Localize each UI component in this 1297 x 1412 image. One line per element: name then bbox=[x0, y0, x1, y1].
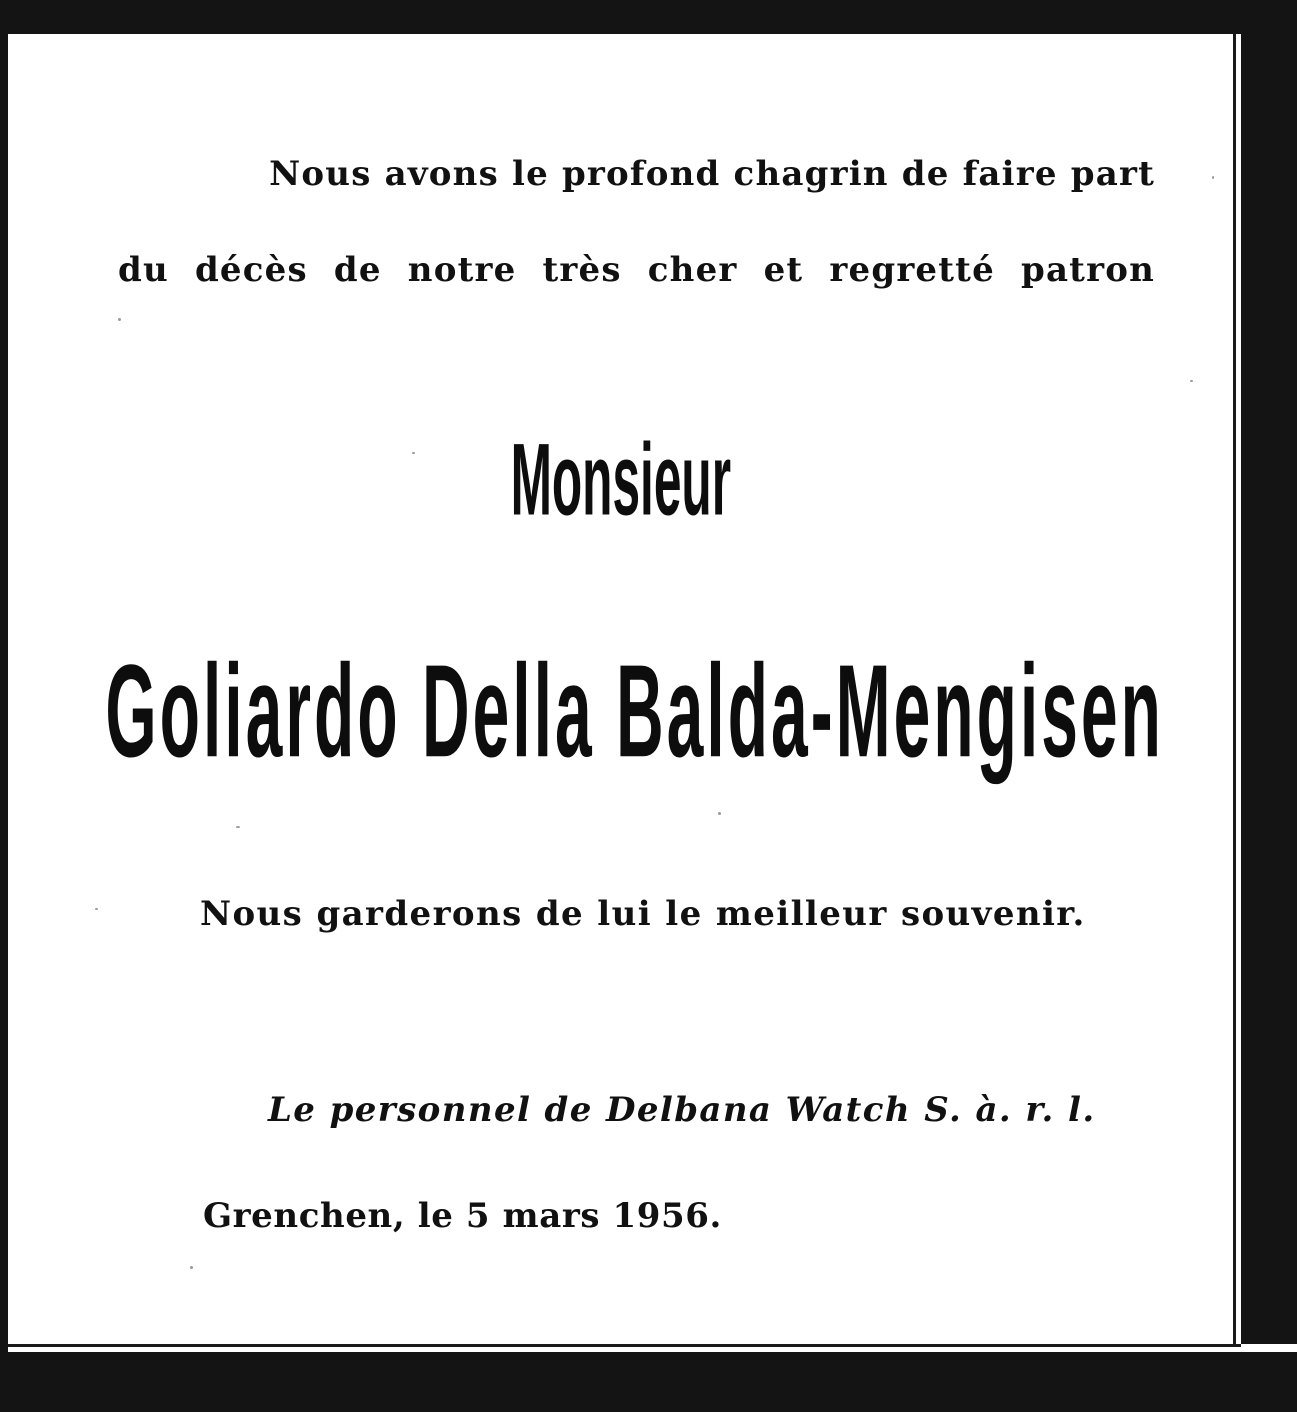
closing-sentence: Nous garderons de lui le meilleur souvenir. bbox=[200, 894, 1086, 934]
deceased-name bbox=[100, 625, 1170, 795]
border-right bbox=[1241, 34, 1297, 1344]
intro-line-1: Nous avons le profond chagrin de faire part bbox=[269, 154, 1155, 194]
print-speck bbox=[1190, 380, 1193, 382]
print-speck bbox=[95, 908, 98, 910]
print-speck bbox=[118, 318, 121, 321]
print-speck bbox=[718, 812, 721, 815]
signature: Le personnel de Delbana Watch S. à. r. l. bbox=[268, 1090, 1096, 1130]
honorific bbox=[0, 420, 1241, 540]
place-date: Grenchen, le 5 mars 1956. bbox=[203, 1196, 722, 1236]
deceased-name-text: Goliardo Della Balda-Mengisen bbox=[105, 636, 1165, 784]
border-top bbox=[0, 0, 1297, 34]
border-bottom bbox=[0, 1352, 1297, 1412]
print-speck bbox=[1212, 176, 1214, 179]
honorific-text: Monsieur bbox=[510, 422, 731, 537]
inner-rule-bottom bbox=[8, 1344, 1241, 1347]
print-speck bbox=[190, 1266, 193, 1269]
inner-rule-right bbox=[1233, 34, 1236, 1346]
border-left bbox=[0, 0, 8, 1412]
print-speck bbox=[236, 826, 240, 828]
intro-line-2: du décès de notre très cher et regretté patron bbox=[118, 250, 1155, 290]
